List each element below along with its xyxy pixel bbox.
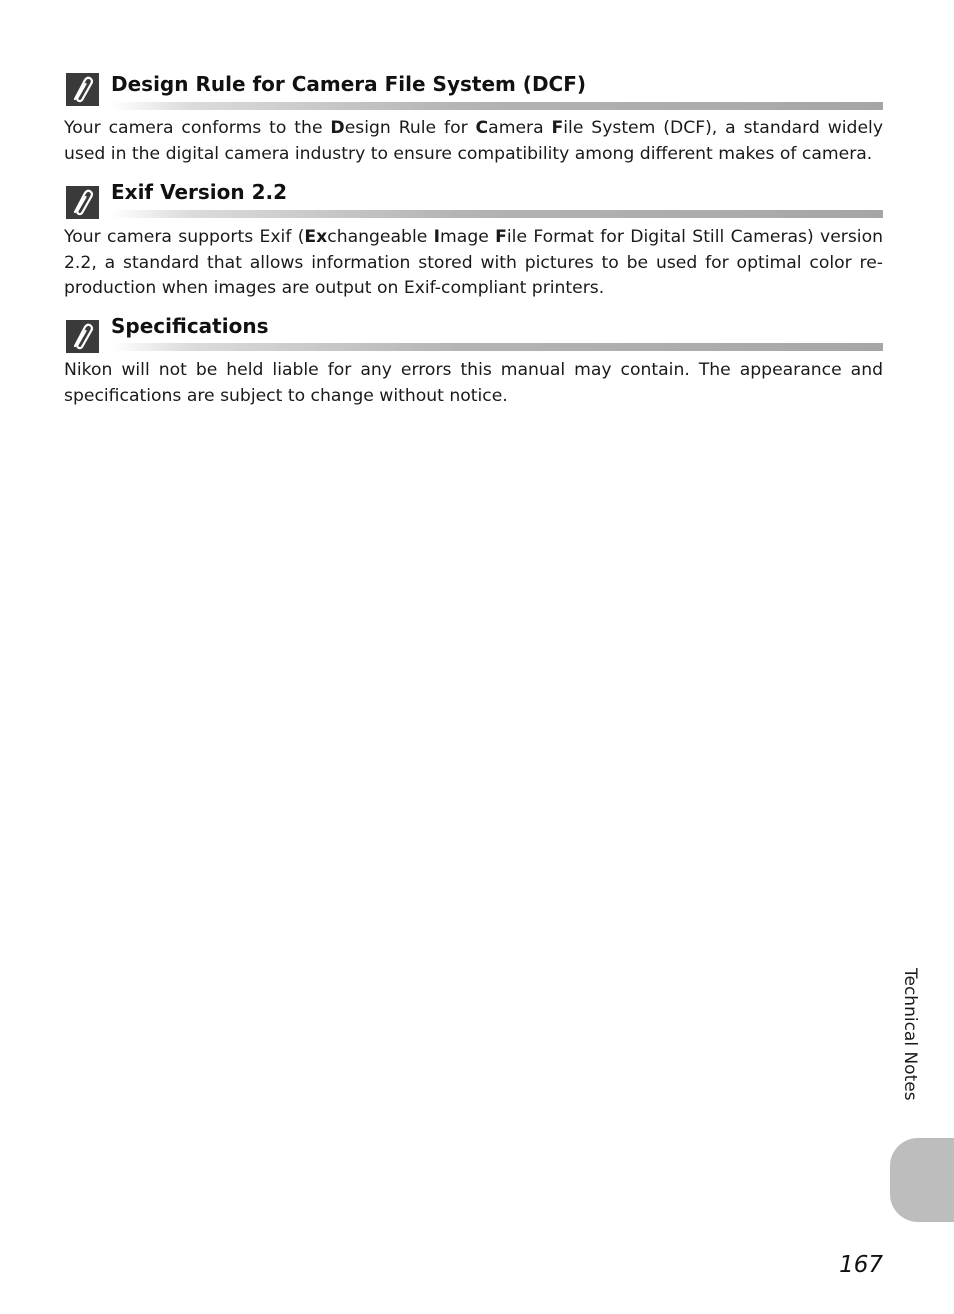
note-pencil-icon (66, 320, 99, 353)
chapter-side-label-text: Technical Notes (900, 968, 920, 1101)
note-pencil-icon (66, 186, 99, 219)
section-body: Your camera conforms to the Design Rule for Camera File System (DCF), a standard widely used in the digital camera industry to ensure compatibility among different makes of camera. (64, 118, 883, 164)
heading-rule (111, 102, 883, 110)
section-heading: Specifications (111, 314, 269, 338)
note-pencil-icon (66, 73, 99, 106)
section-heading: Design Rule for Camera File System (DCF) (111, 72, 587, 96)
chapter-thumb-tab (890, 1138, 954, 1222)
heading-rule (111, 210, 883, 218)
chapter-side-label (897, 968, 927, 1128)
heading-rule (111, 343, 883, 351)
section-heading: Exif Version 2.2 (111, 180, 288, 204)
section-body: Nikon will not be held liable for any errors this manual may contain. The appearance and specifications are subject to change without notice. (64, 360, 883, 406)
section-body: Your camera supports Exif (Exchangeable Image File Format for Digital Still Cameras) version 2.2, a standard that allows information stored with pictures to be used for optimal color reproduction when images are output on Exif-compliant printers. (64, 227, 883, 298)
page-number: 167 (839, 1252, 883, 1278)
